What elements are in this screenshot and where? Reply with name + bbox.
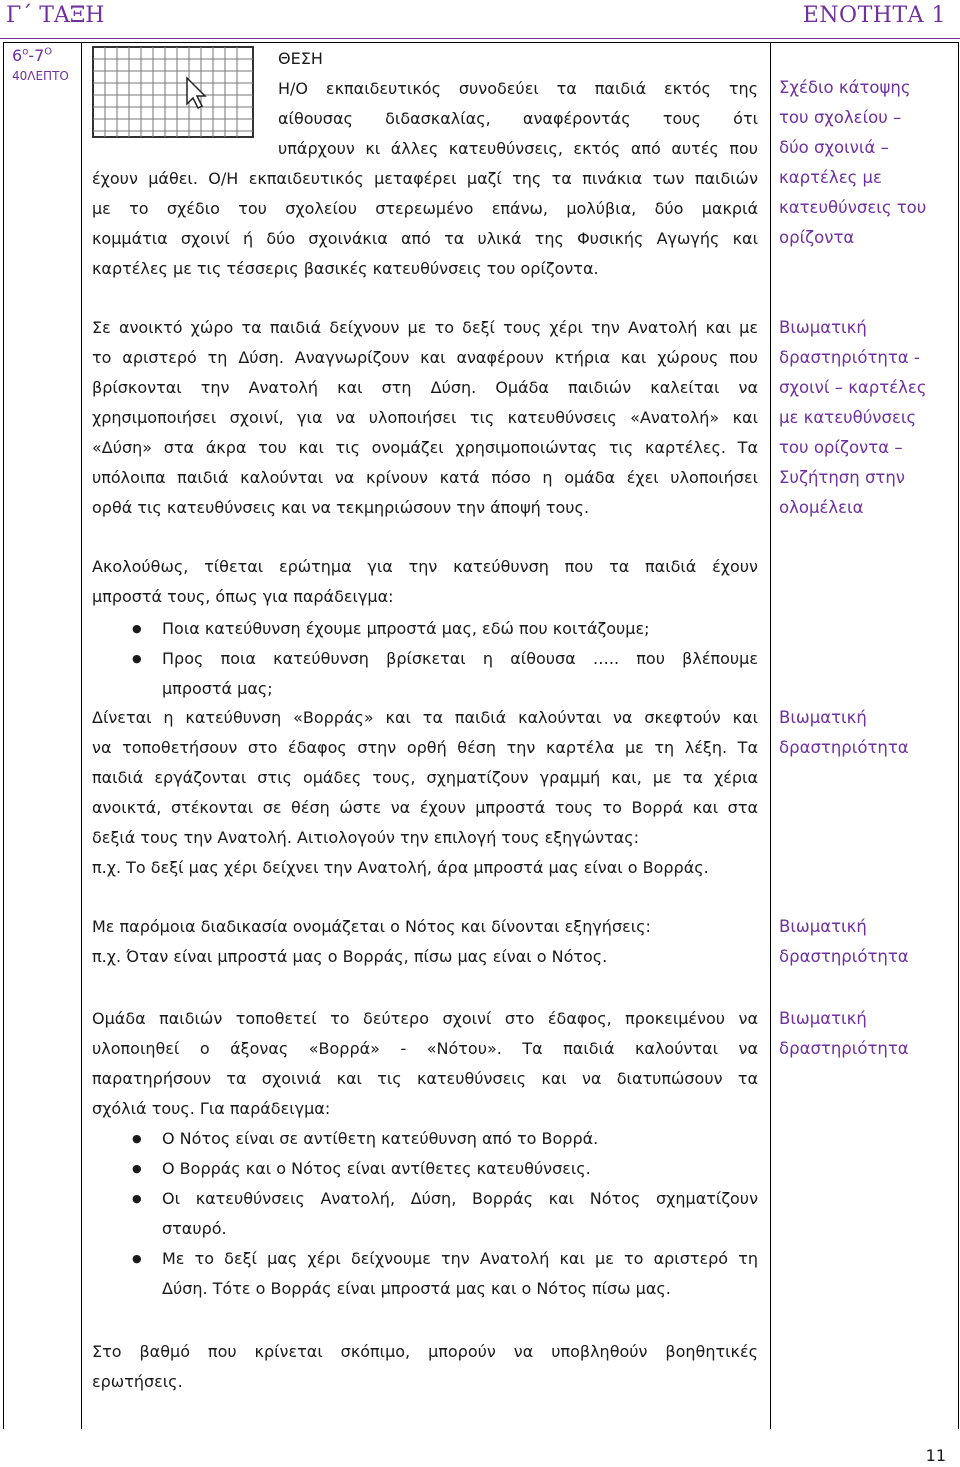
section1-body-text xyxy=(92,164,758,284)
text-line: σχόλιά τους. Για παράδειγμα: xyxy=(92,1099,331,1118)
text-line: χρησιμοποιήσει σχοινί, για να υλοποιήσει τις κατευθύνσεις «Ανατολή» και xyxy=(92,408,758,427)
list-item: ● Προς ποια κατεύθυνση βρίσκεται η αίθουσα ….. που βλέπουμε μπροστά μας; xyxy=(92,644,758,704)
list-item: ● Ο Νότος είναι σε αντίθετη κατεύθυνση από το Βορρά. xyxy=(92,1124,758,1154)
text-line: παρατηρήσουν τα σχοινιά και τις κατευθύνσεις και να διατυπώσουν τα xyxy=(92,1069,758,1088)
section4-note: Βιωματική δραστηριότητα xyxy=(779,917,909,966)
section5-bullets xyxy=(92,1124,758,1304)
map-grid-pointer-icon xyxy=(92,46,254,138)
section3-note: Βιωματική δραστηριότητα xyxy=(779,708,909,757)
text-line: να τοποθετήσουν στο έδαφος στην ορθή θέση την καρτέλα με τη λέξη. Τα xyxy=(92,738,758,757)
text-line: βρίσκονται την Ανατολή και στη Δύση. Ομάδα παιδιών καλείται να xyxy=(92,378,758,397)
list-item: ● Ποια κατεύθυνση έχουμε μπροστά μας, εδώ που κοιτάζουμε; xyxy=(92,614,758,644)
page-number: 11 xyxy=(925,1446,946,1465)
text-line: με το σχέδιο του σχολείου στερεωμένο επάνω, μολύβια, δύο μακριά xyxy=(92,199,758,218)
section2-text xyxy=(92,313,758,523)
section2-note: Βιωματική δραστηριότητα - σχοινί – καρτέλες με κατευθύνσεις του ορίζοντα – Συζήτηση στην ολομέλεια xyxy=(779,318,927,517)
list-item: ● Με το δεξί μας χέρι δείχνουμε την Ανατολή και με το αριστερό τη Δύση. Τότε ο Βορράς είναι μπροστά μας και ο Νότος πίσω μας. xyxy=(92,1244,758,1304)
text-line: ΘΕΣΗ xyxy=(278,49,323,68)
text-line: έχουν μάθει. Ο/Η εκπαιδευτικός μεταφέρει μαζί της τα πινάκια των παιδιών xyxy=(92,169,758,188)
time-duration: 40ΛΕΠΤΟ xyxy=(12,69,69,83)
text-line: κομμάτια σχοινί ή δύο σχοινάκια από τα υλικά της Φυσικής Αγωγής και xyxy=(92,229,758,248)
text-line: παιδιά εργάζονται στις ομάδες τους, σχηματίζουν γραμμή και, με τα χέρια xyxy=(92,768,758,787)
list-item: ● Ο Βορράς και ο Νότος είναι αντίθετες κατευθύνσεις. xyxy=(92,1154,758,1184)
time-cell xyxy=(12,46,82,83)
list-item: ● Οι κατευθύνσεις Ανατολή, Δύση, Βορράς και Νότος σχηματίζουν σταυρό. xyxy=(92,1184,758,1244)
time-range: $6^o-7^O$ xyxy=(12,46,53,65)
text-line: αίθουσας διδασκαλίας, αναφέροντάς τους ότι xyxy=(278,109,758,128)
text-line: Δίνεται η κατεύθυνση «Βορράς» και τα παιδιά καλούνται να σκεφτούν και xyxy=(92,708,758,727)
text-line: Ακολούθως, τίθεται ερώτημα για την κατεύθυνση που τα παιδιά έχουν xyxy=(92,557,758,576)
text-line: Η/Ο εκπαιδευτικός συνοδεύει τα παιδιά εκτός της xyxy=(278,79,758,98)
text-line: ορθά τις κατευθύνσεις και να τεκμηριώσουν την άποψή τους. xyxy=(92,498,590,517)
section4-text xyxy=(92,912,758,972)
section3-bullets xyxy=(92,614,758,704)
text-line: «Δύση» στα άκρα του και τις ονομάζει χρησιμοποιώντας τις καρτέλες. Τα xyxy=(92,438,758,457)
section5-intro xyxy=(92,1004,758,1124)
text-line: δεξιά τους την Ανατολή. Αιτιολογούν την επιλογή τους εξηγώντας: xyxy=(92,828,640,847)
unit-label: ΕΝΟΤΗΤΑ 1 xyxy=(802,3,946,28)
column-divider-right xyxy=(770,43,771,1429)
text-line: υπάρχουν κι άλλες κατευθύνσεις, εκτός από αυτές που xyxy=(278,139,758,158)
grade-label: Γ΄ ΤΑΞΗ xyxy=(6,3,105,28)
text-line: υλοποιηθεί ο άξονας «Βορρά» - «Νότου». Τα παιδιά καλούνται να xyxy=(92,1039,758,1058)
page-header xyxy=(0,0,960,39)
text-line: ερωτήσεις. xyxy=(92,1372,183,1391)
text-line: π.χ. Όταν είναι μπροστά μας ο Βορράς, πίσω μας είναι ο Νότος. xyxy=(92,947,608,966)
section1-note: Σχέδιο κάτοψης του σχολείου – δύο σχοινιά – καρτέλες με κατευθύνσεις του ορίζοντα xyxy=(779,78,927,247)
text-line: υπόλοιπα παιδιά καλούνται να κρίνουν κατά πόσο η ομάδα έχει υλοποιήσει xyxy=(92,468,758,487)
text-line: καρτέλες με τις τέσσερις βασικές κατευθύνσεις του ορίζοντα. xyxy=(92,259,599,278)
section3-body xyxy=(92,703,758,883)
text-line: π.χ. Το δεξί μας χέρι δείχνει την Ανατολή, άρα μπροστά μας είναι ο Βορράς. xyxy=(92,858,709,877)
text-line: ανοικτά, στέκονται σε θέση ώστε να έχουν μπροστά τους το Βορρά και στα xyxy=(92,798,758,817)
text-line: Με παρόμοια διαδικασία ονομάζεται ο Νότος και δίνονται εξηγήσεις: xyxy=(92,917,651,936)
text-line: το αριστερό τη Δύση. Αναγνωρίζουν και αναφέρουν κτήρια και χώρους που xyxy=(92,348,758,367)
text-line: Ομάδα παιδιών τοποθετεί το δεύτερο σχοινί στο έδαφος, προκειμένου να xyxy=(92,1009,758,1028)
section1-top-text xyxy=(278,44,758,164)
text-line: μπροστά τους, όπως για παράδειγμα: xyxy=(92,587,394,606)
text-line: Σε ανοικτό χώρο τα παιδιά δείχνουν με το δεξί τους χέρι την Ανατολή και με xyxy=(92,318,758,337)
section5-note: Βιωματική δραστηριότητα xyxy=(779,1009,909,1058)
section3-intro xyxy=(92,552,758,612)
section6-text xyxy=(92,1337,758,1397)
column-divider-left xyxy=(81,43,82,1429)
text-line: Στο βαθμό που κρίνεται σκόπιμο, μπορούν να υποβληθούν βοηθητικές xyxy=(92,1342,758,1361)
